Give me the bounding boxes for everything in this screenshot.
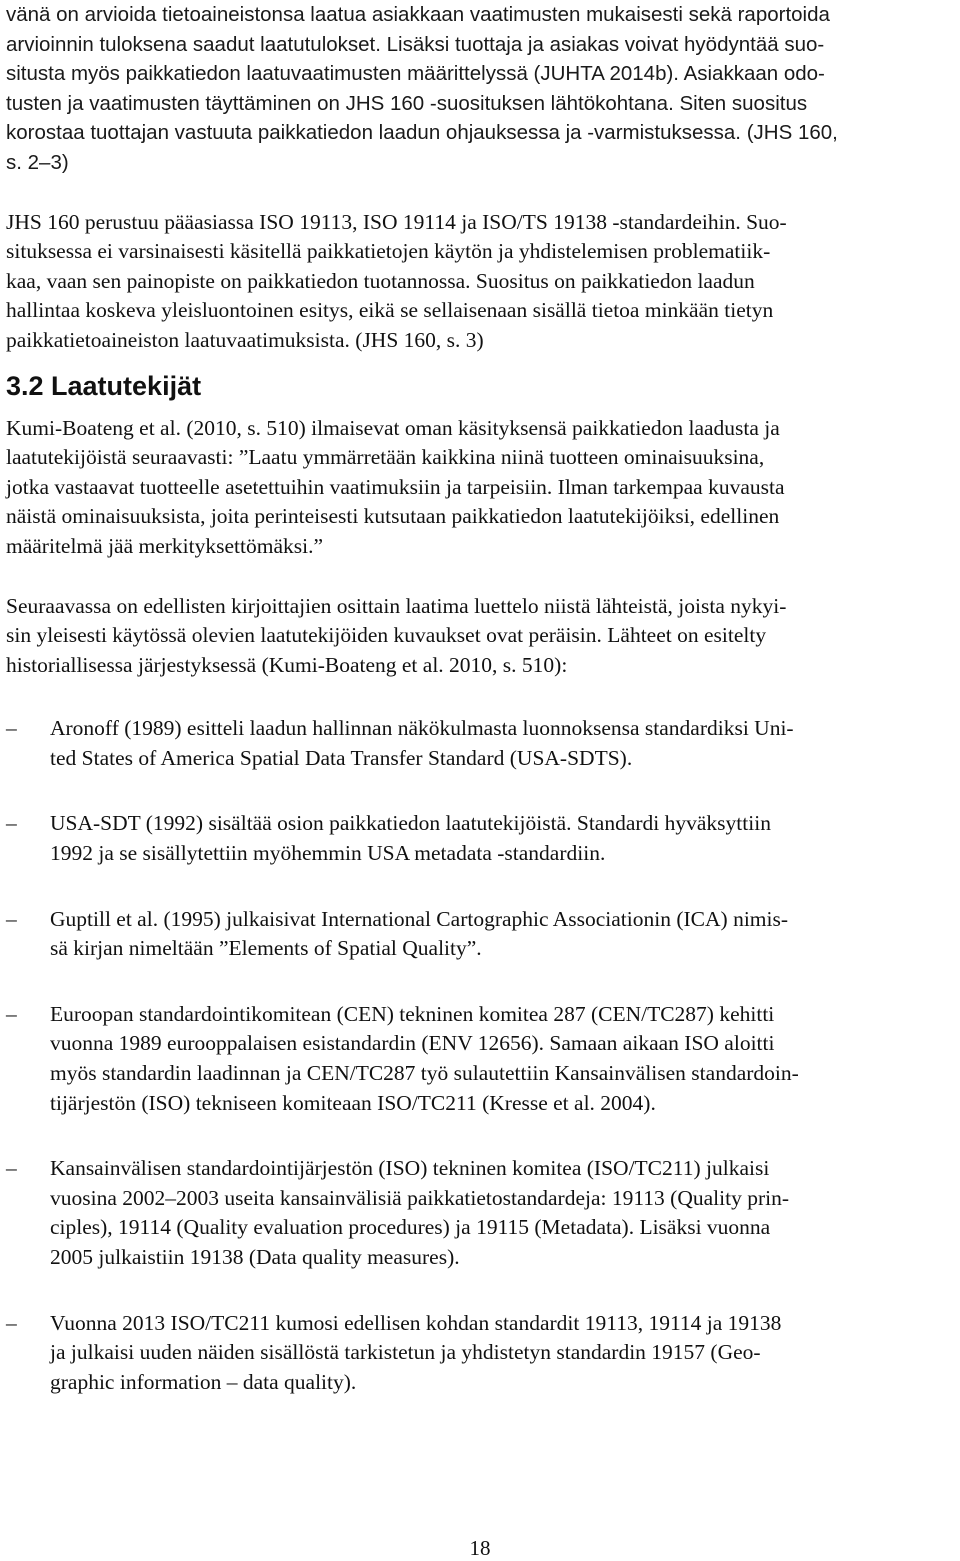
text-line: Kumi-Boateng et al. (2010, s. 510) ilmaisevat oman käsityksensä paikkatiedon laadusta ja xyxy=(6,415,780,440)
text-line: sin yleisesti käytössä olevien laatutekijöiden kuvaukset ovat peräisin. Lähteet on esitelty xyxy=(6,623,767,648)
section-heading: 3.2 Laatutekijät xyxy=(6,370,202,401)
text-line: jotka vastaavat tuotteelle asetettuihin vaatimuksiin ja tarpeisiin. Ilman tarkempaa kuvausta xyxy=(6,474,785,499)
text-line: ciples), 19114 (Quality evaluation procedures) ja 19115 (Metadata). Lisäksi vuonna xyxy=(50,1215,771,1240)
text-line: Seuraavassa on edellisten kirjoittajien osittain laatima luettelo niistä lähteistä, joista nykyi- xyxy=(6,593,787,618)
text-line: vänä on arvioida tietoaineistonsa laatua asiakkaan vaatimusten mukaisesti sekä raportoida xyxy=(6,3,830,26)
page-number: 18 xyxy=(469,1536,491,1560)
dash-bullet: – xyxy=(6,906,17,931)
text-line: graphic information – data quality). xyxy=(50,1369,357,1394)
list-item xyxy=(6,1309,956,1398)
dash-bullet: – xyxy=(6,1156,17,1181)
text-line: Vuonna 2013 ISO/TC211 kumosi edellisen kohdan standardit 19113, 19114 ja 19138 xyxy=(50,1310,782,1335)
text-line: paikkatietoaineiston laatuvaatimuksista. (JHS 160, s. 3) xyxy=(6,327,484,352)
text-line: tijärjestön (ISO) tekniseen komiteaan ISO/TC211 (Kresse et al. 2004). xyxy=(50,1090,656,1115)
text-line: kaa, vaan sen painopiste on paikkatiedon tuotannossa. Suositus on paikkatiedon laadun xyxy=(6,268,755,293)
text-line: vuonna 1989 eurooppalaisen esistandardin (ENV 12656). Samaan aikaan ISO aloitti xyxy=(50,1031,775,1056)
paragraph-jhs-intro xyxy=(6,0,956,178)
dash-bullet: – xyxy=(6,716,17,741)
text-line: laatutekijöistä seuraavasti: ”Laatu ymmärretään kaikkina niinä tuotteen ominaisuuksina, xyxy=(6,445,765,470)
text-line: arvioinnin tuloksena saadut laatutulokset. Lisäksi tuottaja ja asiakas voivat hyödyntää suo- xyxy=(6,32,825,56)
dash-bullet: – xyxy=(6,811,17,836)
text-line: ted States of America Spatial Data Transfer Standard (USA-SDTS). xyxy=(50,745,633,770)
list-item xyxy=(6,1000,956,1118)
text-line: s. 2–3) xyxy=(6,150,69,174)
text-line: määritelmä jää merkityksettömäksi.” xyxy=(6,533,324,558)
list-item xyxy=(6,1154,956,1272)
list-item xyxy=(6,809,956,868)
paragraph-kumi-boateng xyxy=(6,414,956,562)
paragraph-sources-intro xyxy=(6,592,956,681)
text-line: sä kirjan nimeltään ”Elements of Spatial Quality”. xyxy=(50,936,482,961)
text-line: 1992 ja se sisällytettiin myöhemmin USA metadata -standardiin. xyxy=(50,841,606,866)
text-line: Euroopan standardointikomitean (CEN) tekninen komitea 287 (CEN/TC287) kehitti xyxy=(50,1001,775,1026)
sources-list xyxy=(6,714,956,1397)
text-line: tusten ja vaatimusten täyttäminen on JHS 160 -suosituksen lähtökohtana. Siten suositus xyxy=(6,91,808,115)
text-line: näistä ominaisuuksista, joita perinteisesti kutsutaan paikkatiedon laatutekijöiksi, edellinen xyxy=(6,504,780,529)
text-line: 2005 julkaistiin 19138 (Data quality measures). xyxy=(50,1245,460,1269)
paragraph-gap xyxy=(6,562,956,592)
paragraph-gap xyxy=(6,178,956,208)
text-line: JHS 160 perustuu pääasiassa ISO 19113, ISO 19114 ja ISO/TS 19138 -standardeihin. Suo- xyxy=(6,209,787,234)
paragraph-jhs-standards xyxy=(6,208,956,356)
list-item xyxy=(6,714,956,773)
document-page xyxy=(6,0,956,1433)
text-line: Aronoff (1989) esitteli laadun hallinnan näkökulmasta luonnoksensa standardiksi Uni- xyxy=(50,716,794,741)
text-line: ja julkaisi uuden näiden sisällöstä tarkistetun ja yhdistetyn standardin 19157 (Geo- xyxy=(50,1340,761,1365)
text-line: vuosina 2002–2003 useita kansainvälisiä paikkatietostandardeja: 19113 (Quality prin- xyxy=(50,1185,789,1210)
dash-bullet: – xyxy=(6,1001,17,1026)
text-line: situsta myös paikkatiedon laatuvaatimusten määrittelyssä (JUHTA 2014b). Asiakkaan odo- xyxy=(6,62,825,86)
text-line: hallintaa koskeva yleisluontoinen esitys, eikä se sellaisenaan sisällä tietoa minkään tietyn xyxy=(6,298,774,323)
text-line: USA-SDT (1992) sisältää osion paikkatiedon laatutekijöistä. Standardi hyväksyttiin xyxy=(50,811,771,836)
text-line: historiallisessa järjestyksessä (Kumi-Boateng et al. 2010, s. 510): xyxy=(6,652,568,677)
text-line: Guptill et al. (1995) julkaisivat International Cartographic Associationin (ICA) nimis- xyxy=(50,906,789,931)
list-item xyxy=(6,905,956,964)
text-line: myös standardin laadinnan ja CEN/TC287 työ sulautettiin Kansainvälisen standardoin- xyxy=(50,1061,799,1086)
text-line: Kansainvälisen standardointijärjestön (ISO) tekninen komitea (ISO/TC211) julkaisi xyxy=(50,1156,770,1181)
dash-bullet: – xyxy=(6,1310,17,1335)
text-line: korostaa tuottajan vastuuta paikkatiedon laadun ohjauksessa ja -varmistuksessa. (JHS 160, xyxy=(6,121,838,145)
text-line: situksessa ei varsinaisesti käsitellä paikkatietojen käytön ja yhdistelemisen problematiik- xyxy=(6,239,771,264)
